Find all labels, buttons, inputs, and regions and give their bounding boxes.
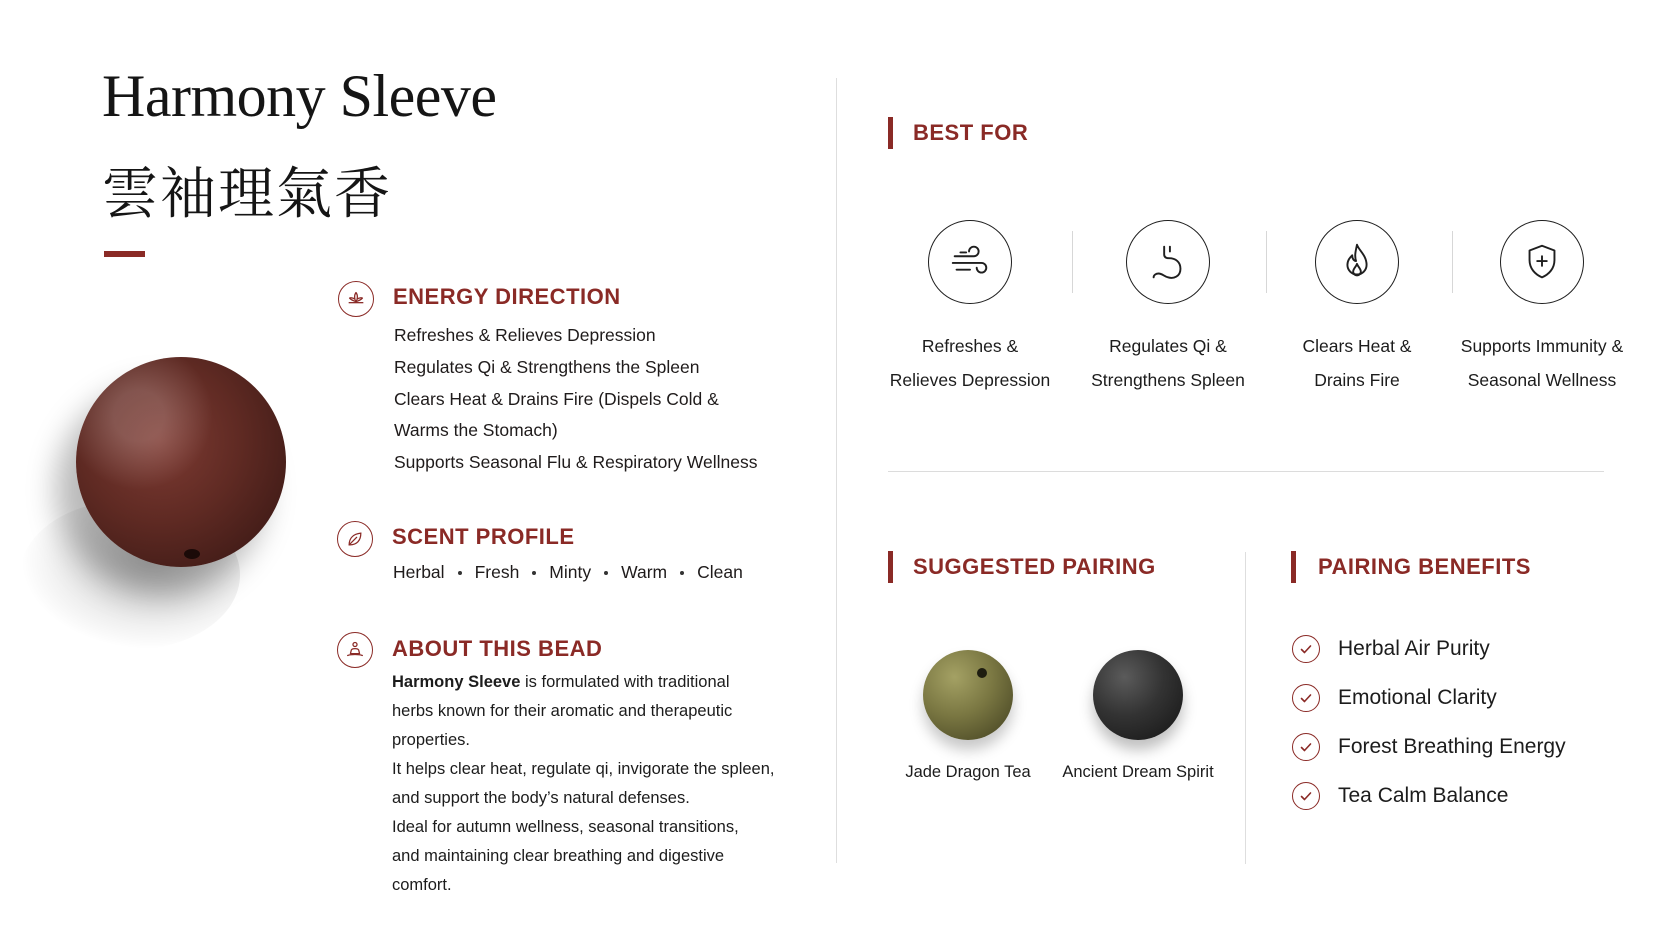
scent-note: Clean [697,562,743,582]
scent-notes [393,562,743,583]
benefit-line: Supports Immunity & [1460,336,1624,356]
benefit-label-refreshes [880,329,1060,397]
pairing-benefits-title: PAIRING BENEFITS [1318,554,1531,579]
bullet-separator [604,571,608,575]
check-icon [1292,635,1320,663]
ancient-dream-spirit-bead [1093,650,1183,740]
check-icon [1292,782,1320,810]
icon-separator [1072,231,1073,293]
benefit-line: Drains Fire [1314,370,1400,390]
lotus-icon [338,281,374,317]
benefit-label-regulates [1078,329,1258,397]
main-bead-image [76,357,286,567]
leaf-icon [337,521,373,557]
icon-separator [1266,231,1267,293]
jade-dragon-tea-bead [923,650,1013,740]
list-item: Regulates Qi & Strengthens the Spleen [394,357,700,377]
benefit-line: Refreshes & [921,336,1019,356]
pairing-divider [1245,552,1246,864]
benefit-label-clears-heat [1267,329,1447,397]
about-line: herbs known for their aromatic and therapeutic [392,702,733,720]
benefit-label-immunity [1442,329,1642,397]
pairing-benefit-item: Forest Breathing Energy [1338,735,1566,758]
about-line [392,673,730,692]
section-accent-bar [1291,551,1296,583]
list-item: Clears Heat & Drains Fire (Dispels Cold & [394,389,719,409]
suggested-pairing-title: SUGGESTED PAIRING [913,554,1156,579]
meditation-icon [337,632,373,668]
bullet-separator [458,571,462,575]
shield-plus-icon [1500,220,1584,304]
bullet-separator [680,571,684,575]
column-divider [836,78,837,863]
pairing-benefit-item: Emotional Clarity [1338,686,1497,709]
energy-direction-list [394,325,814,475]
benefit-line: Clears Heat & [1302,336,1412,356]
list-item: Warms the Stomach) [394,420,558,440]
about-lead-rest: is formulated with traditional [520,673,730,691]
bullet-separator [532,571,536,575]
benefit-line: Strengthens Spleen [1091,370,1245,390]
scent-note: Herbal [393,562,445,582]
about-title: ABOUT THIS BEAD [392,636,603,661]
check-icon [1292,684,1320,712]
check-icon [1292,733,1320,761]
section-divider [888,471,1604,472]
about-line: properties. [392,731,470,749]
about-line: It helps clear heat, regulate qi, invigorate the spleen, [392,760,775,778]
pairing-label-jade-dragon: Jade Dragon Tea [905,763,1031,781]
about-line: and support the body’s natural defenses. [392,789,690,807]
energy-direction-title: ENERGY DIRECTION [393,284,621,309]
about-line: Ideal for autumn wellness, seasonal transitions, [392,818,739,836]
benefit-line: Regulates Qi & [1109,336,1227,356]
about-paragraph [392,673,812,903]
benefit-line: Relieves Depression [889,370,1051,390]
title-accent-rule [104,251,145,257]
best-for-title: BEST FOR [913,120,1029,145]
scent-note: Warm [621,562,668,582]
flame-icon [1315,220,1399,304]
scent-profile-title: SCENT PROFILE [392,524,575,549]
about-line: and maintaining clear breathing and digestive [392,847,725,865]
benefit-line: Seasonal Wellness [1467,370,1617,390]
product-title-en: Harmony Sleeve [102,63,497,129]
about-line: comfort. [392,876,452,894]
pairing-benefit-item: Herbal Air Purity [1338,637,1490,660]
pairing-label-ancient-dream: Ancient Dream Spirit [1062,763,1214,781]
product-title-zh: 雲袖理氣香 [102,162,392,227]
pairing-benefit-item: Tea Calm Balance [1338,784,1509,807]
scent-note: Fresh [474,562,520,582]
list-item: Supports Seasonal Flu & Respiratory Wellness [394,452,758,472]
stomach-icon [1126,220,1210,304]
scent-note: Minty [549,562,592,582]
list-item: Refreshes & Relieves Depression [394,325,656,345]
wind-icon [928,220,1012,304]
section-accent-bar [888,551,893,583]
about-bold-lead: Harmony Sleeve [392,673,521,691]
icon-separator [1452,231,1453,293]
section-accent-bar [888,117,893,149]
